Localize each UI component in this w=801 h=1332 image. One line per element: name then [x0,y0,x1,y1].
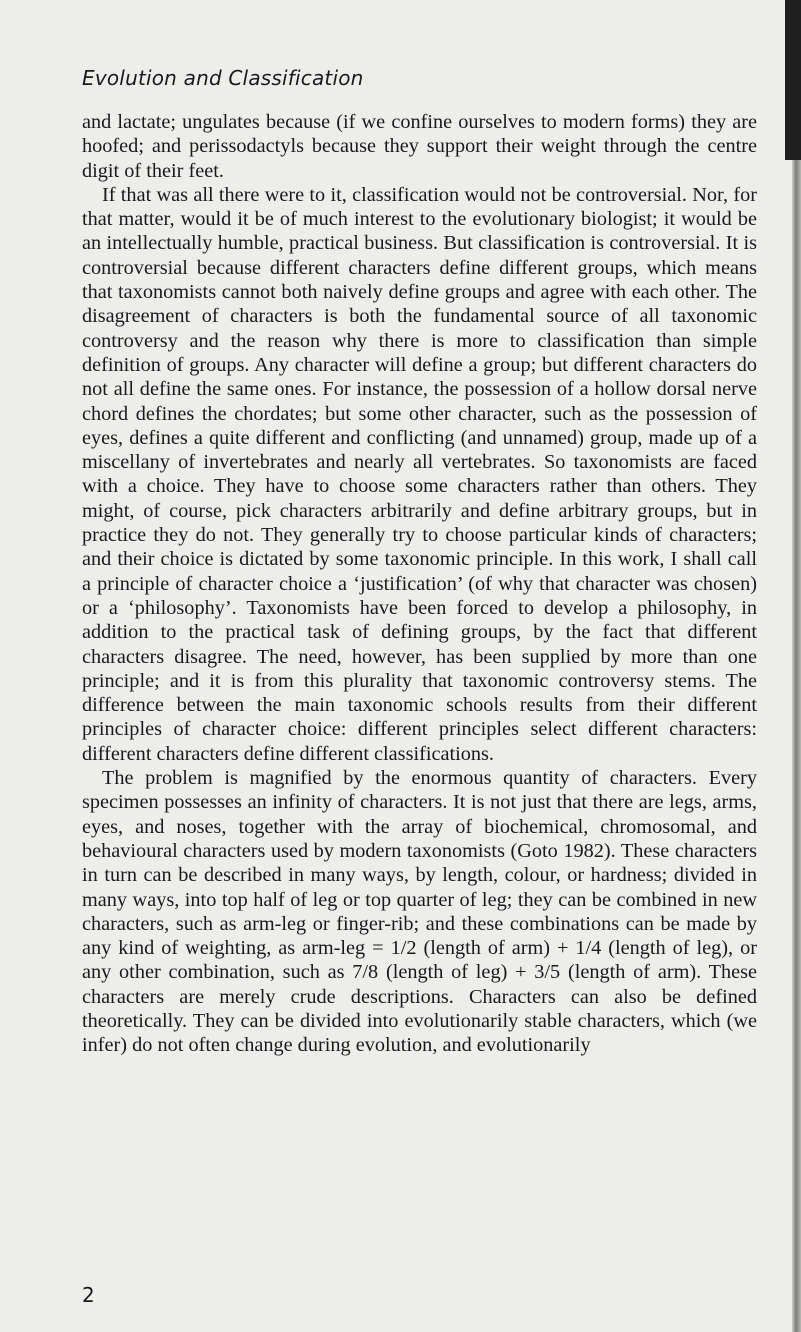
page-edge-mark [785,0,801,160]
running-head: Evolution and Classification [82,66,364,90]
paragraph: and lactate; ungulates because (if we confine ourselves to modern forms) they are hoofed; and perissodactyls because they support their weight through the centre digit of their feet. [82,111,757,182]
page-edge-shadow [792,0,801,1332]
page-number: 2 [82,1283,95,1307]
paragraph: The problem is magnified by the enormous quantity of characters. Every specimen possesses an infinity of characters. It is not just that there are legs, arms, eyes, and noses, together with the array of biochemical, chromosomal, and behavioural characters used by modern taxonomists (Goto 1982). These characters in turn can be described in many ways, by length, colour, or hardness; divided in many ways, into top half of leg or top quarter of leg; they can be combined in new characters, such as arm-leg or finger-rib; and these combinations can be made by any kind of weighting, as arm-leg = 1/2 (length of arm) + 1/4 (length of leg), or any other combination, such as 7/8 (length of leg) + 3/5 (length of arm). These characters are merely crude descriptions. Characters can also be defined theoretically. They can be divided into evolutionarily stable characters, which (we infer) do not often change during evolution, and evolutionarily [82,767,757,1057]
body-text [82,110,757,1058]
paragraph: If that was all there were to it, classification would not be controversial. Nor, for that matter, would it be of much interest to the evolutionary biologist; it would be an intellectually humble, practical business. But classification is controversial. It is controversial because different characters define different groups, which means that taxonomists cannot both naively define groups and agree with each other. The disagreement of characters is both the fundamental source of all taxonomic controversy and the reason why there is more to classification than simple definition of groups. Any character will define a group; but different characters do not all define the same ones. For instance, the possession of a hollow dorsal nerve chord defines the chordates; but some other character, such as the possession of eyes, defines a quite different and conflicting (and unnamed) group, made up of a miscellany of invertebrates and nearly all vertebrates. So taxonomists are faced with a choice. They have to choose some characters rather than others. They might, of course, pick characters arbitrarily and define arbitrary groups, but in practice they do not. They generally try to choose particular kinds of characters; and their choice is dictated by some taxonomic principle. In this work, I shall call a principle of character choice a ‘justification’ (of why that character was chosen) or a ‘philosophy’. Taxonomists have been forced to develop a philosophy, in addition to the practical task of defining groups, by the fact that different characters disagree. The need, however, has been supplied by more than one principle; and it is from this plurality that taxonomic controversy stems. The difference between the main taxonomic schools results from their different principles of character choice: different principles select different characters: different characters define different classifications. [82,183,757,765]
